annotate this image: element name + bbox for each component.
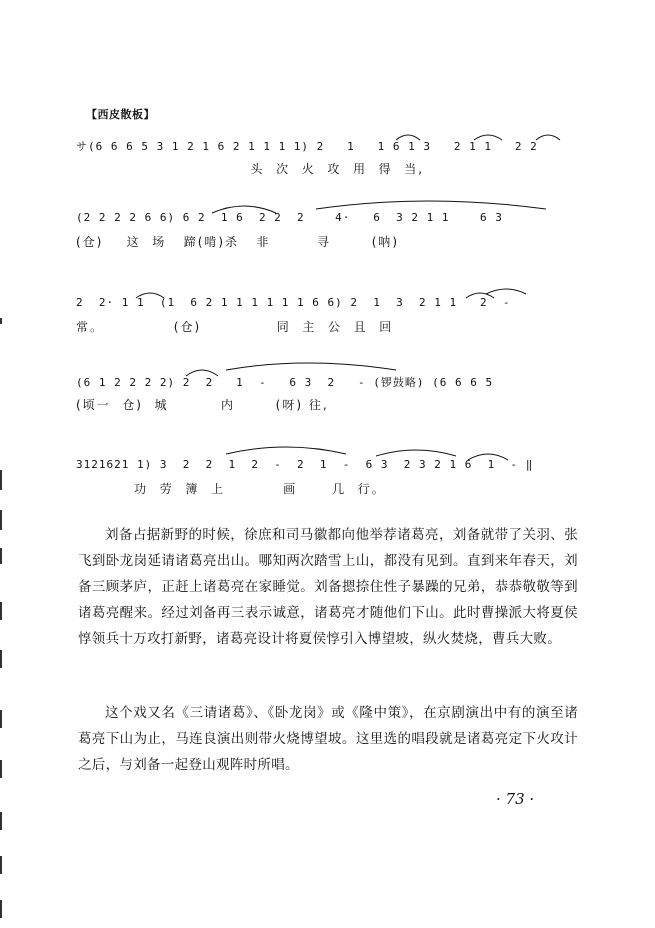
margin-mark — [0, 856, 2, 874]
margin-mark — [0, 548, 2, 564]
lyrics: 功 劳 簿 上 画 几 行。 — [76, 482, 386, 496]
music-line-1 — [76, 132, 596, 192]
page-number: · 73 · — [496, 790, 535, 808]
margin-mark — [0, 812, 2, 830]
margin-mark — [0, 760, 2, 778]
music-line-2 — [76, 205, 596, 265]
margin-mark — [0, 710, 2, 728]
notation: (6 1 2 2 2 2) 2 2 1 - 6 3 2 - (锣鼓略) (6 6 6 5 — [76, 376, 494, 389]
notation: 2 2· 1 1 (1 6 2 1 1 1 1 1 1 6 6) 2 1 3 2 1 1 2 - — [76, 296, 511, 309]
lyrics: (仓) 这 场 蹄(啃)杀 非 寻 (呐) — [76, 235, 400, 249]
margin-mark — [0, 510, 2, 530]
music-line-3 — [76, 290, 596, 350]
notation: (2 2 2 2 6 6) 6 2 1 6 2 2 2 4· 6 3 2 1 1 6 3 — [76, 211, 503, 224]
music-line-5 — [76, 452, 596, 512]
section-label: 【西皮散板】 — [86, 108, 155, 121]
lyrics: 常。 (仓) 同 主 公 且 回 — [76, 320, 394, 334]
lyrics: (顷一 仓) 城 内 (呀) 往, — [76, 398, 329, 412]
notation: 3121621 1) 3 2 2 1 2 - 2 1 - 6 3 2 3 2 1 6 1 - ‖ — [76, 458, 534, 471]
margin-mark — [0, 602, 2, 620]
margin-mark — [0, 900, 2, 918]
body-paragraph-1: 刘备占据新野的时候，徐庶和司马徽都向他举荐诸葛亮，刘备就带了关羽、张飞到卧龙岗延请诸葛亮出山。哪知两次踏雪上山，都没有见到。直到来年春天，刘备三顾茅庐，正赶上诸葛亮在家睡觉。刘备摁捺住性子暴躁的兄弟，恭恭敬敬等到诸葛亮醒来。经过刘备再三表示诚意，诸葛亮才随他们下山。此时曹操派大将夏侯惇领兵十万攻打新野，诸葛亮设计将夏侯惇引入博望坡，纵火焚烧，曹兵大败。 — [78, 527, 578, 647]
notation: サ(6 6 6 5 3 1 2 1 6 2 1 1 1 1) 2 1 1 6 1 3 2 1 1 2 2 — [76, 140, 538, 153]
margin-mark — [0, 650, 2, 668]
margin-mark — [0, 470, 2, 490]
body-paragraph-2: 这个戏又名《三请诸葛》、《卧龙岗》或《隆中策》，在京剧演出中有的演至诸葛亮下山为止，马连良演出则带火烧博望坡。这里选的唱段就是诸葛亮定下火攻计之后，与刘备一起登山观阵时所唱。 — [78, 705, 578, 773]
music-line-4 — [76, 368, 596, 428]
margin-mark — [0, 318, 2, 324]
lyrics: 头 次 火 攻 用 得 当, — [76, 162, 425, 176]
